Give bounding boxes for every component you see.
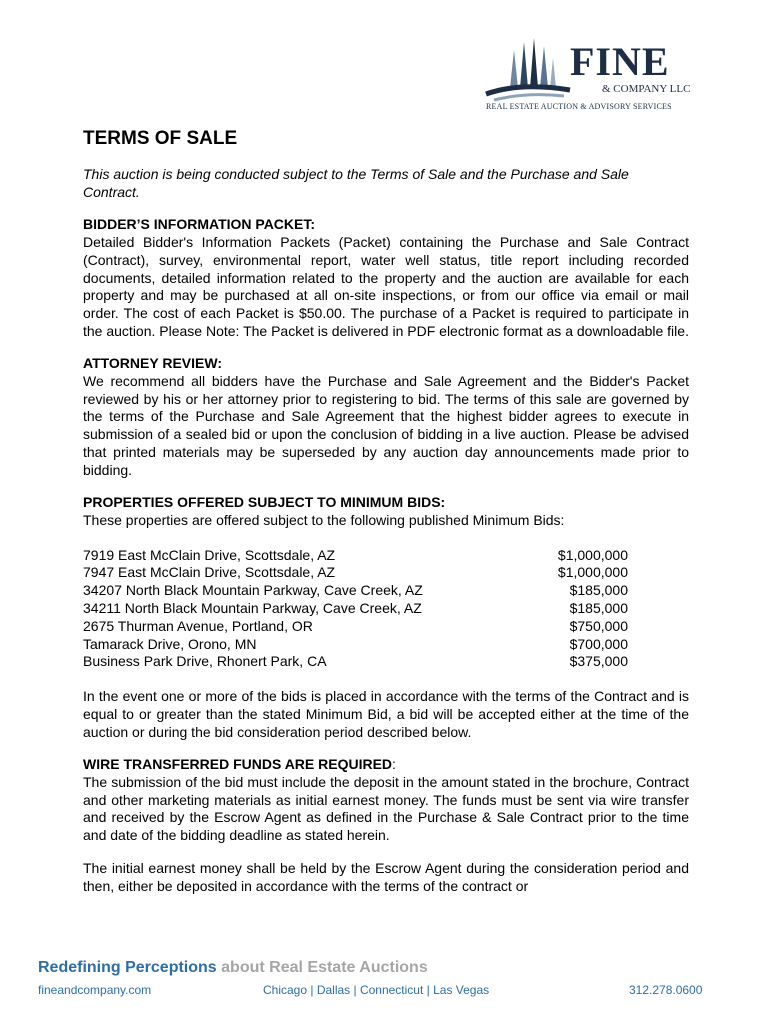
property-minimum-bid: $750,000 bbox=[569, 617, 628, 634]
property-address: 7947 East McClain Drive, Scottsdale, AZ bbox=[83, 564, 336, 581]
attorney-heading: ATTORNEY REVIEW: bbox=[83, 355, 222, 372]
document-body bbox=[83, 127, 689, 895]
property-address: Business Park Drive, Rhonert Park, CA bbox=[83, 653, 327, 670]
property-address: 7919 East McClain Drive, Scottsdale, AZ bbox=[83, 546, 336, 563]
intro-text: This auction is being conducted subject to the Terms of Sale and the Purchase and Sale Contract. bbox=[83, 166, 629, 200]
property-row bbox=[83, 618, 628, 636]
wire-heading: WIRE TRANSFERRED FUNDS ARE REQUIRED bbox=[83, 756, 393, 773]
footer-slogan-highlight: Redefining Perceptions bbox=[38, 959, 217, 976]
footer-phone[interactable]: 312.278.0600 bbox=[629, 983, 703, 997]
property-row bbox=[83, 600, 628, 618]
footer-slogan-rest: about Real Estate Auctions bbox=[221, 959, 428, 976]
attorney-body: We recommend all bidders have the Purchase and Sale Agreement and the Bidder's Packet reviewed by his or her attorney prior to registering to bid. The terms of this sale are governed by the terms of the Purchase and Sale Agreement that the highest bidder agrees to execute in submission of a sealed bid or upon the conclusion of bidding in a live auction. Please be advised that printed materials may be superseded by any auction day announcements made prior to bidding. bbox=[83, 373, 689, 478]
minimum-bids-note: In the event one or more of the bids is placed in accordance with the terms of the Contract and is equal to or greater than the stated Minimum Bid, a bid will be accepted either at the time of the auction or during the bid consideration period described below. bbox=[83, 688, 689, 740]
property-minimum-bid: $185,000 bbox=[569, 600, 628, 617]
packet-body: Detailed Bidder's Information Packets (Packet) containing the Purchase and Sale Contract (Contract), survey, environmental report, water well status, title report including recorded documents, detailed information related to the property and the auction are available for each property and may be purchased at all on-site inspections, or from our office via email or mail order. The cost of each Packet is $50.00. The purchase of a Packet is required to participate in the auction. Please Note: The Packet is delivered in PDF electronic format as a downloadable file. bbox=[83, 234, 689, 339]
minimum-bids-intro: These properties are offered subject to the following published Minimum Bids: bbox=[83, 511, 565, 528]
packet-heading: BIDDER’S INFORMATION PACKET: bbox=[83, 216, 316, 233]
property-minimum-bid: $700,000 bbox=[569, 635, 628, 652]
footer-slogan bbox=[38, 959, 428, 977]
property-row bbox=[83, 582, 628, 600]
logo-tagline: REAL ESTATE AUCTION & ADVISORY SERVICES bbox=[486, 102, 672, 111]
property-minimum-bid: $1,000,000 bbox=[557, 546, 628, 563]
property-address: 2675 Thurman Avenue, Portland, OR bbox=[83, 617, 313, 634]
property-list bbox=[83, 547, 628, 672]
property-address: Tamarack Drive, Orono, MN bbox=[83, 635, 257, 652]
property-address: 34211 North Black Mountain Parkway, Cave Creek, AZ bbox=[83, 600, 422, 617]
logo-wordmark: FINE bbox=[570, 39, 670, 84]
property-row bbox=[83, 636, 628, 654]
wire-heading-suffix: : bbox=[392, 756, 396, 773]
property-minimum-bid: $185,000 bbox=[569, 582, 628, 599]
minimum-bids-heading: PROPERTIES OFFERED SUBJECT TO MINIMUM BIDS: bbox=[83, 494, 446, 511]
property-address: 34207 North Black Mountain Parkway, Cave Creek, AZ bbox=[83, 582, 423, 599]
property-row bbox=[83, 564, 628, 582]
property-row bbox=[83, 547, 628, 565]
page-title: TERMS OF SALE bbox=[83, 128, 238, 149]
property-minimum-bid: $375,000 bbox=[569, 653, 628, 670]
wire-body: The submission of the bid must include the deposit in the amount stated in the brochure, Contract and other marketing materials as initial earnest money. The funds must be sent via wire transfer and received by the Escrow Agent as defined in the Purchase & Sale Contract prior to the time and date of the bidding deadline as stated herein. bbox=[83, 774, 689, 844]
wire-heading-line bbox=[83, 756, 689, 774]
footer-website-link[interactable]: fineandcompany.com bbox=[38, 983, 152, 997]
property-row bbox=[83, 653, 628, 671]
footer-cities: Chicago | Dallas | Connecticut | Las Vegas bbox=[263, 983, 490, 997]
logo-company-name: & COMPANY LLC bbox=[602, 83, 691, 95]
property-minimum-bid: $1,000,000 bbox=[557, 564, 628, 581]
earnest-money-body: The initial earnest money shall be held by the Escrow Agent during the consideration period and then, either be deposited in accordance with the terms of the contract or bbox=[83, 859, 689, 894]
